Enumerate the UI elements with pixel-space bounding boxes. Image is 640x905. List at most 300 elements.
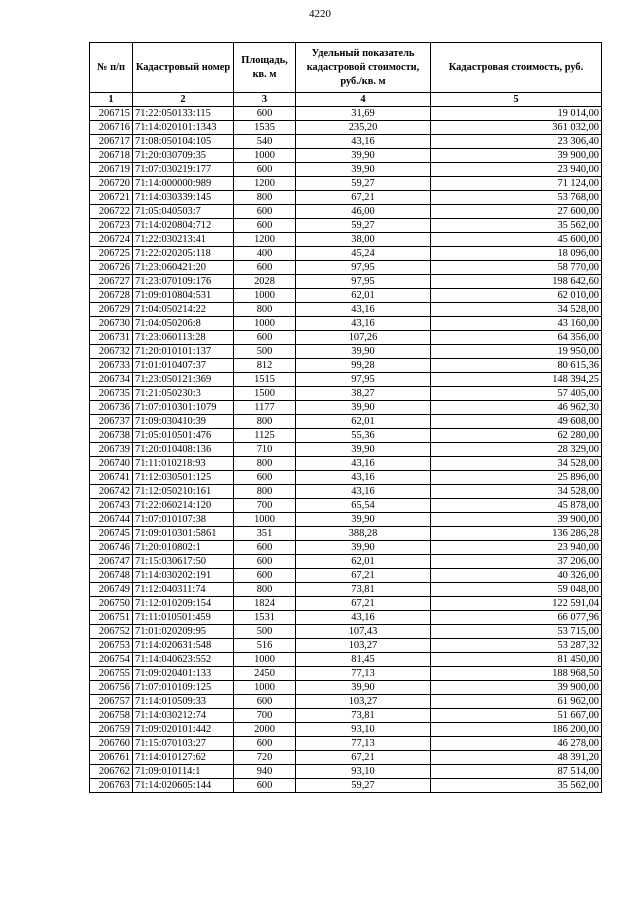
table-row xyxy=(90,457,602,471)
cadastral-number-cell: 71:22:030213:41 xyxy=(133,233,234,247)
cadastral-number-cell: 71:21:050230:3 xyxy=(133,387,234,401)
table-row xyxy=(90,499,602,513)
cadastral-value-cell: 122 591,04 xyxy=(431,597,602,611)
row-number-cell: 206729 xyxy=(90,303,133,317)
table-row xyxy=(90,611,602,625)
area-cell: 600 xyxy=(234,569,296,583)
row-number-cell: 206737 xyxy=(90,415,133,429)
cadastral-value-cell: 45 878,00 xyxy=(431,499,602,513)
area-cell: 600 xyxy=(234,555,296,569)
area-cell: 800 xyxy=(234,191,296,205)
row-number-cell: 206719 xyxy=(90,163,133,177)
cadastral-value-cell: 23 940,00 xyxy=(431,163,602,177)
area-cell: 600 xyxy=(234,163,296,177)
area-cell: 600 xyxy=(234,471,296,485)
table-row xyxy=(90,527,602,541)
cadastral-value-cell: 25 896,00 xyxy=(431,471,602,485)
cadastral-number-cell: 71:14:040623:552 xyxy=(133,653,234,667)
row-number-cell: 206734 xyxy=(90,373,133,387)
unit-value-cell: 97,95 xyxy=(296,373,431,387)
cadastral-value-cell: 136 286,28 xyxy=(431,527,602,541)
unit-value-cell: 67,21 xyxy=(296,597,431,611)
column-number: 3 xyxy=(234,93,296,107)
table-row xyxy=(90,723,602,737)
unit-value-cell: 93,10 xyxy=(296,765,431,779)
table-row xyxy=(90,219,602,233)
cadastral-value-cell: 28 329,00 xyxy=(431,443,602,457)
row-number-cell: 206733 xyxy=(90,359,133,373)
cadastral-value-cell: 186 200,00 xyxy=(431,723,602,737)
area-cell: 1500 xyxy=(234,387,296,401)
cadastral-value-cell: 23 306,40 xyxy=(431,135,602,149)
area-cell: 600 xyxy=(234,219,296,233)
cadastral-number-cell: 71:09:020401:133 xyxy=(133,667,234,681)
area-cell: 940 xyxy=(234,765,296,779)
cadastral-value-cell: 62 010,00 xyxy=(431,289,602,303)
table-row xyxy=(90,681,602,695)
row-number-cell: 206721 xyxy=(90,191,133,205)
unit-value-cell: 43,16 xyxy=(296,457,431,471)
row-number-cell: 206739 xyxy=(90,443,133,457)
row-number-cell: 206746 xyxy=(90,541,133,555)
cadastral-number-cell: 71:22:050133:115 xyxy=(133,107,234,121)
cadastral-number-cell: 71:04:050214:22 xyxy=(133,303,234,317)
cadastral-value-cell: 19 950,00 xyxy=(431,345,602,359)
unit-value-cell: 43,16 xyxy=(296,135,431,149)
area-cell: 516 xyxy=(234,639,296,653)
unit-value-cell: 39,90 xyxy=(296,345,431,359)
area-cell: 700 xyxy=(234,499,296,513)
unit-value-cell: 45,24 xyxy=(296,247,431,261)
table-row xyxy=(90,555,602,569)
table-row xyxy=(90,653,602,667)
table-row xyxy=(90,737,602,751)
table-row xyxy=(90,387,602,401)
table-row xyxy=(90,289,602,303)
table-body xyxy=(90,107,602,793)
table-row xyxy=(90,345,602,359)
cadastral-number-cell: 71:14:020631:548 xyxy=(133,639,234,653)
table-row xyxy=(90,541,602,555)
area-cell: 710 xyxy=(234,443,296,457)
area-cell: 1535 xyxy=(234,121,296,135)
cadastral-value-cell: 27 600,00 xyxy=(431,205,602,219)
area-cell: 1000 xyxy=(234,513,296,527)
row-number-cell: 206718 xyxy=(90,149,133,163)
table-row xyxy=(90,177,602,191)
cadastral-number-cell: 71:22:060214:120 xyxy=(133,499,234,513)
unit-value-cell: 77,13 xyxy=(296,667,431,681)
column-header-cadastral-value: Кадастровая стоимость, руб. xyxy=(431,43,602,93)
cadastral-value-cell: 51 667,00 xyxy=(431,709,602,723)
row-number-cell: 206749 xyxy=(90,583,133,597)
unit-value-cell: 39,90 xyxy=(296,163,431,177)
unit-value-cell: 62,01 xyxy=(296,415,431,429)
unit-value-cell: 62,01 xyxy=(296,289,431,303)
area-cell: 800 xyxy=(234,583,296,597)
cadastral-number-cell: 71:20:010408:136 xyxy=(133,443,234,457)
cadastral-value-cell: 80 615,36 xyxy=(431,359,602,373)
area-cell: 1000 xyxy=(234,317,296,331)
area-cell: 1200 xyxy=(234,233,296,247)
table-header-row xyxy=(90,43,602,93)
unit-value-cell: 107,43 xyxy=(296,625,431,639)
unit-value-cell: 43,16 xyxy=(296,611,431,625)
area-cell: 2028 xyxy=(234,275,296,289)
row-number-cell: 206757 xyxy=(90,695,133,709)
area-cell: 1000 xyxy=(234,681,296,695)
cadastral-value-cell: 53 768,00 xyxy=(431,191,602,205)
table-row xyxy=(90,275,602,289)
row-number-cell: 206748 xyxy=(90,569,133,583)
row-number-cell: 206726 xyxy=(90,261,133,275)
cadastral-number-cell: 71:07:010301:1079 xyxy=(133,401,234,415)
cadastral-number-cell: 71:07:030219:177 xyxy=(133,163,234,177)
unit-value-cell: 39,90 xyxy=(296,443,431,457)
area-cell: 812 xyxy=(234,359,296,373)
row-number-cell: 206752 xyxy=(90,625,133,639)
unit-value-cell: 43,16 xyxy=(296,317,431,331)
cadastral-value-cell: 35 562,00 xyxy=(431,219,602,233)
cadastral-number-cell: 71:14:010509:33 xyxy=(133,695,234,709)
cadastral-number-cell: 71:14:020101:1343 xyxy=(133,121,234,135)
unit-value-cell: 38,27 xyxy=(296,387,431,401)
unit-value-cell: 67,21 xyxy=(296,191,431,205)
cadastral-number-cell: 71:12:040311:74 xyxy=(133,583,234,597)
column-number: 1 xyxy=(90,93,133,107)
cadastral-number-cell: 71:09:030410:39 xyxy=(133,415,234,429)
cadastral-number-cell: 71:07:010107:38 xyxy=(133,513,234,527)
table-row xyxy=(90,597,602,611)
cadastral-value-cell: 188 968,50 xyxy=(431,667,602,681)
unit-value-cell: 43,16 xyxy=(296,471,431,485)
cadastral-number-cell: 71:14:030212:74 xyxy=(133,709,234,723)
column-number: 4 xyxy=(296,93,431,107)
cadastral-value-cell: 35 562,00 xyxy=(431,779,602,793)
unit-value-cell: 388,28 xyxy=(296,527,431,541)
row-number-cell: 206716 xyxy=(90,121,133,135)
column-number-row xyxy=(90,93,602,107)
area-cell: 351 xyxy=(234,527,296,541)
cadastral-value-cell: 57 405,00 xyxy=(431,387,602,401)
area-cell: 600 xyxy=(234,205,296,219)
area-cell: 800 xyxy=(234,415,296,429)
unit-value-cell: 38,00 xyxy=(296,233,431,247)
table-row xyxy=(90,107,602,121)
table-row xyxy=(90,373,602,387)
cadastral-number-cell: 71:23:050121:369 xyxy=(133,373,234,387)
unit-value-cell: 93,10 xyxy=(296,723,431,737)
unit-value-cell: 39,90 xyxy=(296,541,431,555)
table-row xyxy=(90,401,602,415)
cadastral-number-cell: 71:09:010114:1 xyxy=(133,765,234,779)
unit-value-cell: 97,95 xyxy=(296,275,431,289)
row-number-cell: 206723 xyxy=(90,219,133,233)
cadastral-number-cell: 71:14:030202:191 xyxy=(133,569,234,583)
unit-value-cell: 46,00 xyxy=(296,205,431,219)
unit-value-cell: 103,27 xyxy=(296,695,431,709)
cadastral-value-cell: 46 278,00 xyxy=(431,737,602,751)
table-row xyxy=(90,359,602,373)
area-cell: 2000 xyxy=(234,723,296,737)
area-cell: 1000 xyxy=(234,149,296,163)
cadastral-value-cell: 62 280,00 xyxy=(431,429,602,443)
area-cell: 500 xyxy=(234,625,296,639)
cadastral-value-cell: 53 715,00 xyxy=(431,625,602,639)
table-row xyxy=(90,625,602,639)
cadastral-value-cell: 58 770,00 xyxy=(431,261,602,275)
cadastral-value-cell: 71 124,00 xyxy=(431,177,602,191)
table-row xyxy=(90,149,602,163)
row-number-cell: 206755 xyxy=(90,667,133,681)
cadastral-number-cell: 71:14:030339:145 xyxy=(133,191,234,205)
area-cell: 600 xyxy=(234,261,296,275)
unit-value-cell: 59,27 xyxy=(296,779,431,793)
unit-value-cell: 39,90 xyxy=(296,513,431,527)
area-cell: 600 xyxy=(234,107,296,121)
cadastral-number-cell: 71:11:010218:93 xyxy=(133,457,234,471)
cadastral-value-cell: 48 391,20 xyxy=(431,751,602,765)
cadastral-number-cell: 71:09:010301:5861 xyxy=(133,527,234,541)
area-cell: 800 xyxy=(234,457,296,471)
cadastral-number-cell: 71:12:030501:125 xyxy=(133,471,234,485)
cadastral-number-cell: 71:01:020209:95 xyxy=(133,625,234,639)
table-row xyxy=(90,135,602,149)
column-number: 5 xyxy=(431,93,602,107)
table-row xyxy=(90,779,602,793)
area-cell: 600 xyxy=(234,737,296,751)
unit-value-cell: 107,26 xyxy=(296,331,431,345)
cadastral-value-cell: 81 450,00 xyxy=(431,653,602,667)
cadastral-number-cell: 71:11:010501:459 xyxy=(133,611,234,625)
area-cell: 800 xyxy=(234,303,296,317)
cadastral-number-cell: 71:14:000000:989 xyxy=(133,177,234,191)
cadastral-value-cell: 39 900,00 xyxy=(431,513,602,527)
area-cell: 600 xyxy=(234,779,296,793)
cadastral-number-cell: 71:07:010109:125 xyxy=(133,681,234,695)
page-number: 4220 xyxy=(309,8,331,20)
unit-value-cell: 55,36 xyxy=(296,429,431,443)
table-row xyxy=(90,513,602,527)
cadastral-number-cell: 71:20:010101:137 xyxy=(133,345,234,359)
cadastral-value-cell: 66 077,96 xyxy=(431,611,602,625)
area-cell: 1177 xyxy=(234,401,296,415)
cadastral-number-cell: 71:09:010804:531 xyxy=(133,289,234,303)
row-number-cell: 206763 xyxy=(90,779,133,793)
row-number-cell: 206754 xyxy=(90,653,133,667)
row-number-cell: 206745 xyxy=(90,527,133,541)
cadastral-value-cell: 59 048,00 xyxy=(431,583,602,597)
unit-value-cell: 39,90 xyxy=(296,681,431,695)
row-number-cell: 206717 xyxy=(90,135,133,149)
row-number-cell: 206724 xyxy=(90,233,133,247)
table-row xyxy=(90,695,602,709)
row-number-cell: 206735 xyxy=(90,387,133,401)
cadastral-number-cell: 71:04:050206:8 xyxy=(133,317,234,331)
cadastral-number-cell: 71:22:020205:118 xyxy=(133,247,234,261)
area-cell: 600 xyxy=(234,331,296,345)
unit-value-cell: 39,90 xyxy=(296,149,431,163)
table-row xyxy=(90,751,602,765)
table-row xyxy=(90,429,602,443)
table-row xyxy=(90,415,602,429)
row-number-cell: 206722 xyxy=(90,205,133,219)
row-number-cell: 206725 xyxy=(90,247,133,261)
row-number-cell: 206738 xyxy=(90,429,133,443)
unit-value-cell: 235,20 xyxy=(296,121,431,135)
table-row xyxy=(90,765,602,779)
row-number-cell: 206742 xyxy=(90,485,133,499)
unit-value-cell: 67,21 xyxy=(296,751,431,765)
cadastral-number-cell: 71:20:010802:1 xyxy=(133,541,234,555)
area-cell: 540 xyxy=(234,135,296,149)
row-number-cell: 206740 xyxy=(90,457,133,471)
cadastral-value-cell: 53 287,32 xyxy=(431,639,602,653)
table-row xyxy=(90,485,602,499)
area-cell: 1515 xyxy=(234,373,296,387)
cadastral-value-cell: 19 014,00 xyxy=(431,107,602,121)
cadastre-table xyxy=(89,42,602,793)
area-cell: 720 xyxy=(234,751,296,765)
row-number-cell: 206720 xyxy=(90,177,133,191)
area-cell: 1824 xyxy=(234,597,296,611)
cadastral-value-cell: 64 356,00 xyxy=(431,331,602,345)
cadastral-value-cell: 18 096,00 xyxy=(431,247,602,261)
cadastral-value-cell: 45 600,00 xyxy=(431,233,602,247)
row-number-cell: 206751 xyxy=(90,611,133,625)
unit-value-cell: 31,69 xyxy=(296,107,431,121)
row-number-cell: 206753 xyxy=(90,639,133,653)
cadastral-number-cell: 71:09:020101:442 xyxy=(133,723,234,737)
cadastral-value-cell: 43 160,00 xyxy=(431,317,602,331)
column-header-cadastral-number: Кадастровый номер xyxy=(133,43,234,93)
area-cell: 600 xyxy=(234,541,296,555)
area-cell: 1000 xyxy=(234,289,296,303)
table-row xyxy=(90,121,602,135)
unit-value-cell: 67,21 xyxy=(296,569,431,583)
row-number-cell: 206743 xyxy=(90,499,133,513)
cadastral-value-cell: 361 032,00 xyxy=(431,121,602,135)
table-row xyxy=(90,303,602,317)
unit-value-cell: 43,16 xyxy=(296,303,431,317)
table-row xyxy=(90,583,602,597)
unit-value-cell: 59,27 xyxy=(296,177,431,191)
unit-value-cell: 73,81 xyxy=(296,709,431,723)
unit-value-cell: 77,13 xyxy=(296,737,431,751)
table-row xyxy=(90,331,602,345)
cadastral-value-cell: 34 528,00 xyxy=(431,457,602,471)
row-number-cell: 206747 xyxy=(90,555,133,569)
row-number-cell: 206750 xyxy=(90,597,133,611)
table-row xyxy=(90,471,602,485)
table-row xyxy=(90,233,602,247)
row-number-cell: 206727 xyxy=(90,275,133,289)
column-header-area: Площадь, кв. м xyxy=(234,43,296,93)
unit-value-cell: 43,16 xyxy=(296,485,431,499)
table-row xyxy=(90,247,602,261)
cadastral-number-cell: 71:12:010209:154 xyxy=(133,597,234,611)
area-cell: 600 xyxy=(234,695,296,709)
cadastral-value-cell: 61 962,00 xyxy=(431,695,602,709)
cadastral-value-cell: 46 962,30 xyxy=(431,401,602,415)
cadastral-number-cell: 71:23:060421:20 xyxy=(133,261,234,275)
cadastral-value-cell: 34 528,00 xyxy=(431,485,602,499)
area-cell: 1531 xyxy=(234,611,296,625)
area-cell: 400 xyxy=(234,247,296,261)
table-row xyxy=(90,639,602,653)
row-number-cell: 206744 xyxy=(90,513,133,527)
cadastral-number-cell: 71:23:060113:28 xyxy=(133,331,234,345)
area-cell: 500 xyxy=(234,345,296,359)
cadastral-value-cell: 40 326,00 xyxy=(431,569,602,583)
cadastral-number-cell: 71:01:010407:37 xyxy=(133,359,234,373)
unit-value-cell: 73,81 xyxy=(296,583,431,597)
area-cell: 2450 xyxy=(234,667,296,681)
column-header-unit-value: Удельный показатель кадастровой стоимости, руб./кв. м xyxy=(296,43,431,93)
row-number-cell: 206762 xyxy=(90,765,133,779)
table-row xyxy=(90,191,602,205)
cadastral-number-cell: 71:14:020605:144 xyxy=(133,779,234,793)
table-row xyxy=(90,443,602,457)
cadastral-number-cell: 71:23:070109:176 xyxy=(133,275,234,289)
row-number-cell: 206758 xyxy=(90,709,133,723)
area-cell: 1000 xyxy=(234,653,296,667)
row-number-cell: 206759 xyxy=(90,723,133,737)
unit-value-cell: 59,27 xyxy=(296,219,431,233)
area-cell: 700 xyxy=(234,709,296,723)
cadastral-value-cell: 34 528,00 xyxy=(431,303,602,317)
row-number-cell: 206741 xyxy=(90,471,133,485)
cadastral-value-cell: 49 608,00 xyxy=(431,415,602,429)
cadastral-value-cell: 148 394,25 xyxy=(431,373,602,387)
table-row xyxy=(90,163,602,177)
cadastral-value-cell: 198 642,60 xyxy=(431,275,602,289)
table-row xyxy=(90,317,602,331)
row-number-cell: 206728 xyxy=(90,289,133,303)
cadastral-value-cell: 23 940,00 xyxy=(431,541,602,555)
cadastral-number-cell: 71:14:010127:62 xyxy=(133,751,234,765)
unit-value-cell: 39,90 xyxy=(296,401,431,415)
cadastral-number-cell: 71:15:070103:27 xyxy=(133,737,234,751)
row-number-cell: 206715 xyxy=(90,107,133,121)
column-header-number: № п/п xyxy=(90,43,133,93)
cadastral-value-cell: 87 514,00 xyxy=(431,765,602,779)
unit-value-cell: 103,27 xyxy=(296,639,431,653)
cadastral-number-cell: 71:20:030709:35 xyxy=(133,149,234,163)
row-number-cell: 206732 xyxy=(90,345,133,359)
row-number-cell: 206756 xyxy=(90,681,133,695)
table-row xyxy=(90,205,602,219)
unit-value-cell: 65,54 xyxy=(296,499,431,513)
row-number-cell: 206731 xyxy=(90,331,133,345)
area-cell: 1125 xyxy=(234,429,296,443)
cadastral-number-cell: 71:15:030617:50 xyxy=(133,555,234,569)
cadastral-number-cell: 71:08:050104:105 xyxy=(133,135,234,149)
row-number-cell: 206730 xyxy=(90,317,133,331)
cadastral-number-cell: 71:14:020804:712 xyxy=(133,219,234,233)
cadastral-number-cell: 71:12:050210:161 xyxy=(133,485,234,499)
table-row xyxy=(90,667,602,681)
row-number-cell: 206761 xyxy=(90,751,133,765)
column-number: 2 xyxy=(133,93,234,107)
unit-value-cell: 99,28 xyxy=(296,359,431,373)
cadastral-number-cell: 71:05:040503:7 xyxy=(133,205,234,219)
row-number-cell: 206736 xyxy=(90,401,133,415)
cadastral-value-cell: 39 900,00 xyxy=(431,149,602,163)
unit-value-cell: 97,95 xyxy=(296,261,431,275)
cadastral-value-cell: 37 206,00 xyxy=(431,555,602,569)
unit-value-cell: 62,01 xyxy=(296,555,431,569)
